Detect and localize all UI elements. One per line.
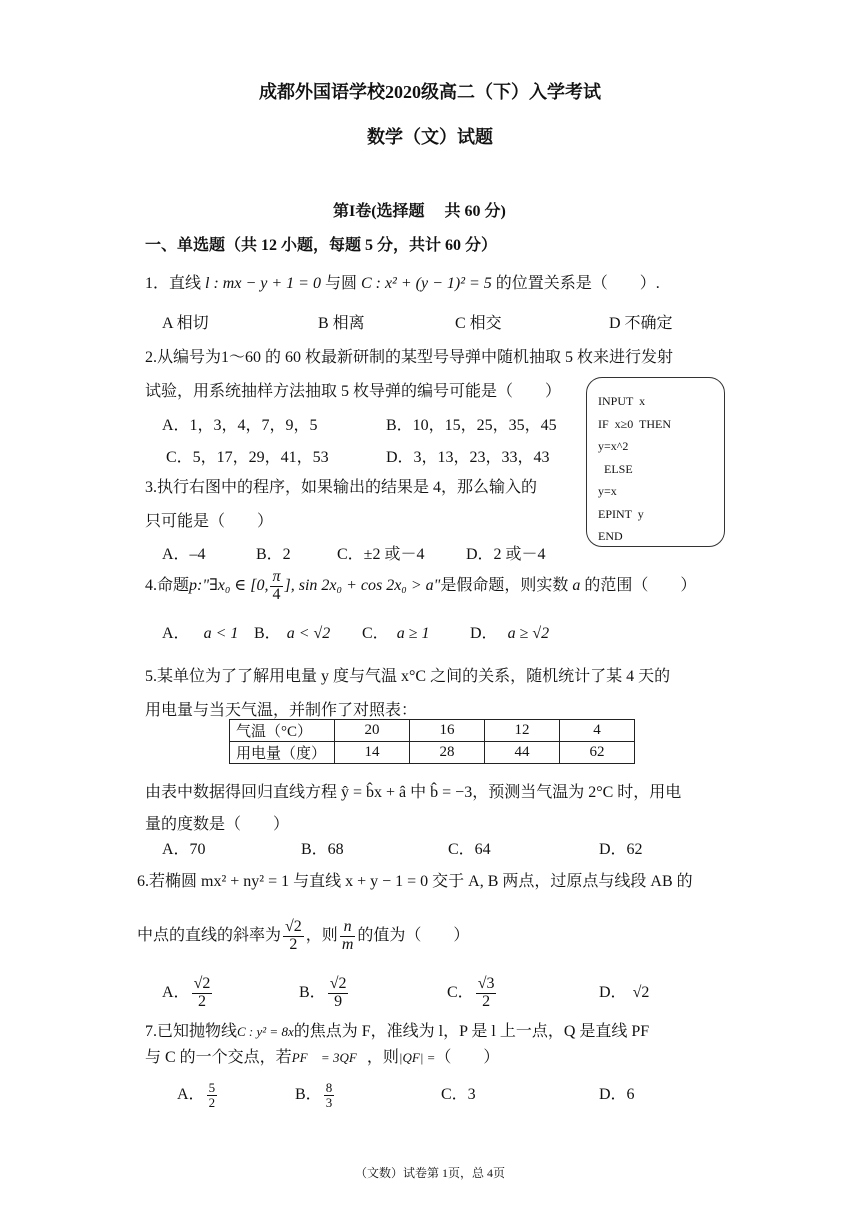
q4-a: a (572, 577, 581, 594)
q1-option-d: D 不确定 (609, 315, 673, 332)
q6-text-a: 中点的直线的斜率为 (137, 927, 282, 944)
q1-option-c: C 相交 (455, 315, 502, 332)
table-cell: 用电量（度） (230, 742, 335, 764)
q5-line-1: 5.某单位为了了解用电量 y 度与气温 x°C 之间的关系，随机统计了某 4 天的 (145, 668, 671, 685)
q4-p: p (189, 577, 198, 594)
q7-option-a-label: A． (177, 1086, 205, 1103)
table-cell: 28 (410, 742, 485, 764)
q1-text-end: 的位置关系是（ ）. (495, 275, 660, 292)
q4-option-d-math: a ≥ √2 (507, 625, 550, 642)
program-line: EPINT y (598, 506, 644, 521)
q2-line-2: 试验，用系统抽样方法抽取 5 枚导弹的编号可能是（ ） (145, 383, 562, 400)
q1-option-b: B 相离 (318, 315, 365, 332)
q6-option-a-label: A． (162, 984, 190, 1001)
q1-number: 1．直线 (145, 275, 202, 292)
q6-option-d (599, 970, 649, 1016)
table-cell: 20 (335, 720, 410, 742)
q4-option-a-math: a < 1 (203, 625, 239, 642)
q4-suffix: 是假命题，则实数 (440, 577, 569, 594)
q7-option-b-num: 8 (325, 1080, 333, 1096)
q6-option-a-num: √2 (193, 975, 211, 993)
program-line: y=x (598, 484, 617, 498)
q4-option-a-label: A． (162, 625, 190, 642)
q6-option-c-frac (476, 976, 497, 1011)
q6-slope-num: √2 (285, 918, 302, 936)
table-row (230, 742, 635, 764)
q3-option-a: A．–4 (162, 546, 206, 563)
q7-option-b-den: 3 (325, 1094, 333, 1110)
q6-n-over-m (340, 919, 356, 954)
table-row (230, 720, 635, 742)
q3-option-d: D．2 或－4 (466, 546, 546, 563)
program-line: y=x^2 (598, 439, 629, 453)
q3-option-c: C．±2 或－4 (337, 546, 425, 563)
q6-option-d-label: D． (599, 984, 627, 1001)
q4-option-d (470, 620, 549, 643)
q7-option-b (295, 1073, 336, 1117)
q6-line-1: 6.若椭圆 mx² + ny² = 1 与直线 x + y − 1 = 0 交于 A, B 两点，过原点与线段 AB 的 (137, 873, 693, 890)
q5-data-table (229, 719, 635, 764)
q6-slope-fraction (283, 919, 304, 954)
q7-option-b-frac (324, 1081, 335, 1109)
table-cell: 4 (560, 720, 635, 742)
q6-n: n (340, 919, 356, 937)
q4-option-d-label: D． (470, 625, 498, 642)
q1-line-eq: l : mx − y + 1 = 0 (205, 275, 321, 292)
q7-parabola-eq: C : y² = 8x (237, 1024, 294, 1039)
q4-four: 4 (272, 585, 281, 603)
q2-option-c: C．5，17，29，41，53 (166, 449, 329, 466)
q4-pi-over-4 (270, 569, 282, 604)
q6-option-c-den: 2 (482, 992, 491, 1010)
q7-option-d: D．6 (599, 1086, 635, 1103)
q5-option-c: C．64 (448, 841, 491, 858)
q6-option-b-label: B． (299, 984, 326, 1001)
q6-option-b-frac (328, 976, 349, 1011)
q7-text-b: 的焦点为 F，准线为 l，P 是 l 上一点，Q 是直线 PF (293, 1023, 650, 1040)
q7-option-b-label: B． (295, 1086, 322, 1103)
table-cell: 12 (485, 720, 560, 742)
q5-option-d: D．62 (599, 841, 643, 858)
q7-text-d: ，则 (366, 1049, 399, 1066)
table-cell: 16 (410, 720, 485, 742)
program-line: INPUT x (598, 394, 646, 408)
q6-m: m (341, 935, 354, 953)
q6-text-c: 的值为（ ） (357, 927, 470, 944)
program-line: END (598, 529, 623, 543)
q7-line-1 (145, 1018, 649, 1041)
q6-slope-den: 2 (289, 935, 298, 953)
q7-text-e: （ ） (435, 1049, 500, 1066)
q4-option-b-label: B． (254, 625, 281, 642)
q1-circle-eq: C : x² + (y − 1)² = 5 (360, 275, 492, 292)
q7-option-a (177, 1073, 219, 1117)
q6-option-a (162, 970, 214, 1016)
exam-subtitle: 数学（文）试题 (367, 127, 493, 147)
q6-option-a-frac (192, 976, 213, 1011)
exam-title: 成都外国语学校2020级高二（下）入学考试 (259, 82, 601, 102)
q6-option-b-den: 9 (334, 992, 343, 1010)
q7-line-2 (145, 1044, 499, 1067)
q6-option-c-label: C． (447, 984, 474, 1001)
q2-line-1: 2.从编号为1～60 的 60 枚最新研制的某型号导弹中随机抽取 5 枚来进行发射 (145, 349, 674, 366)
q4-pi: π (272, 568, 281, 586)
q2-option-b: B．10，15，25，35，45 (386, 417, 557, 434)
table-cell: 14 (335, 742, 410, 764)
q6-line-2 (137, 912, 469, 960)
q6-option-a-den: 2 (197, 992, 206, 1010)
q6-option-b-num: √2 (329, 975, 347, 993)
table-cell: 62 (560, 742, 635, 764)
q5-line-2: 用电量与当天气温，并制作了对照表： (145, 702, 418, 719)
table-cell: 气温（°C） (230, 720, 335, 742)
q7-text-a: 7.已知抛物线 (145, 1023, 238, 1040)
q3-line-2: 只可能是（ ） (145, 513, 274, 530)
q4-option-c (362, 620, 429, 643)
q4-prefix: 4.命题 (145, 577, 190, 594)
q7-option-c: C．3 (441, 1086, 476, 1103)
q2-option-a: A．1，3，4，7，9，5 (162, 417, 318, 434)
q2-option-d: D．3，13，23，33，43 (386, 449, 550, 466)
q4-suffix2: 的范围（ ） (584, 577, 697, 594)
q7-option-a-den: 2 (208, 1094, 216, 1110)
program-box (586, 377, 725, 547)
q4-statement-a: :"∃x₀ ∈ [0, (197, 577, 269, 594)
question-1 (145, 270, 660, 293)
q6-option-c-num: √3 (477, 975, 495, 993)
q6-option-d-math: √2 (632, 984, 650, 1001)
q7-qf: |QF| = (398, 1050, 436, 1065)
q3-line-1: 3.执行右图中的程序，如果输出的结果是 4，那么输入的 (145, 479, 538, 496)
page-footer: （文数）试卷第 1页，总 4页 (354, 1166, 505, 1180)
q4-option-b (254, 620, 330, 643)
q4-option-a (162, 620, 238, 643)
q5-option-a: A．70 (162, 841, 206, 858)
q7-text-c: 与 C 的一个交点，若 (145, 1049, 292, 1066)
q1-option-a: A 相切 (162, 315, 209, 332)
q7-option-a-frac (207, 1081, 218, 1109)
q7-vector-eq: PF⃗ = 3QF⃗ (291, 1050, 367, 1065)
q5-line-4: 量的度数是（ ） (145, 816, 290, 833)
q4-option-b-math: a < √2 (286, 625, 331, 642)
q6-text-b: ，则 (305, 927, 338, 944)
part-title: 第I卷(选择题 共 60 分) (333, 203, 506, 220)
q7-option-a-num: 5 (208, 1080, 216, 1096)
q3-option-b: B．2 (256, 546, 291, 563)
question-4 (145, 566, 696, 606)
q4-statement-b: ], sin 2x₀ + cos 2x₀ > a" (284, 577, 441, 594)
q6-option-b (299, 970, 350, 1016)
q1-text: 与圆 (324, 275, 357, 292)
q6-option-c (447, 970, 498, 1016)
q5-line-3: 由表中数据得回归直线方程 ŷ = b̂x + â 中 b̂ = −3，预测当气温为 2°C 时，用电 (145, 784, 682, 801)
q4-option-c-math: a ≥ 1 (396, 625, 430, 642)
program-line: ELSE (598, 461, 633, 476)
q4-option-c-label: C． (362, 625, 389, 642)
table-cell: 44 (485, 742, 560, 764)
q5-option-b: B．68 (301, 841, 344, 858)
section-heading: 一、单选题（共 12 小题，每题 5 分，共计 60 分） (145, 237, 498, 254)
program-line: IF x≥0 THEN (598, 416, 672, 431)
